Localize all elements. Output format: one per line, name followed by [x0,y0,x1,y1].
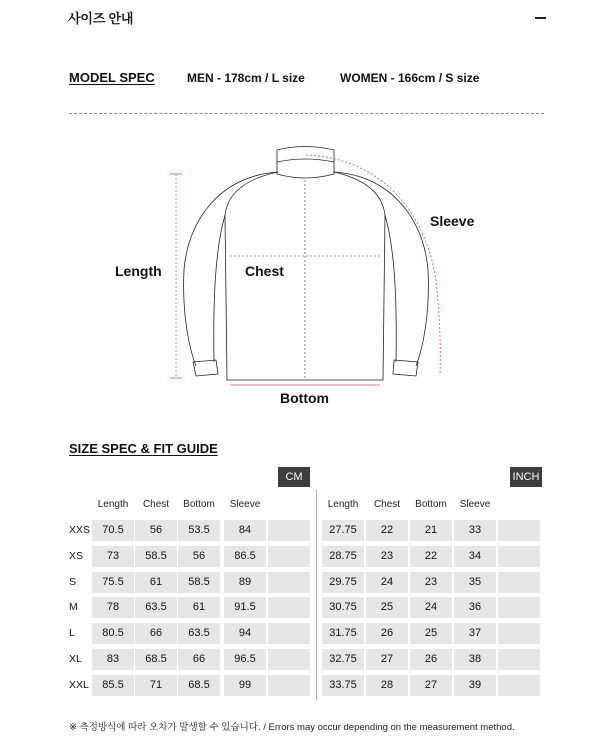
cm-cell: 73 [92,546,134,567]
inch-column-header: Length [327,499,359,510]
cm-cell: 70.5 [92,520,134,541]
cm-cell: 68.5 [178,675,220,696]
inch-cell: 39 [454,675,496,696]
size-label: XS [69,550,84,562]
inch-cell: 28.75 [322,546,364,567]
inch-cell [498,546,540,567]
size-label: L [69,627,75,639]
cm-cell: 84 [224,520,266,541]
inch-cell: 27 [366,649,408,670]
cm-column-header: Chest [142,499,170,510]
inch-cell: 31.75 [322,623,364,644]
inch-column-header: Chest [373,499,401,510]
model-spec-men: MEN - 178cm / L size [187,71,305,85]
cm-cell [268,520,310,541]
inch-cell: 23 [410,572,452,593]
cm-cell [268,546,310,567]
inch-cell: 33 [454,520,496,541]
inch-cell: 37 [454,623,496,644]
inch-cell: 28 [366,675,408,696]
inch-cell: 22 [366,520,408,541]
size-label: XL [69,653,82,665]
cm-column-header: Sleeve [229,499,261,510]
cm-cell [268,572,310,593]
cm-cell: 99 [224,675,266,696]
inch-cell: 24 [410,597,452,618]
inch-cell [498,572,540,593]
bottom-label: Bottom [280,390,329,406]
cm-cell: 80.5 [92,623,134,644]
cm-cell: 68.5 [135,649,177,670]
inch-cell [498,623,540,644]
inch-cell [498,675,540,696]
cm-cell: 61 [135,572,177,593]
cm-cell: 56 [135,520,177,541]
size-label: S [69,576,77,588]
inch-cell: 35 [454,572,496,593]
cm-cell [268,623,310,644]
inch-cell: 32.75 [322,649,364,670]
inch-cell: 26 [366,623,408,644]
inch-cell: 22 [410,546,452,567]
cm-column-header: Bottom [183,499,215,510]
cm-column-header: Length [97,499,129,510]
chest-label: Chest [245,263,284,279]
inch-cell: 30.75 [322,597,364,618]
inch-cell: 26 [410,649,452,670]
cm-cell: 63.5 [178,623,220,644]
cm-cell: 89 [224,572,266,593]
size-label: M [69,601,78,613]
inch-cell: 33.75 [322,675,364,696]
size-spec-title: SIZE SPEC & FIT GUIDE [69,441,218,456]
cm-cell: 58.5 [135,546,177,567]
cm-cell: 58.5 [178,572,220,593]
cm-cell: 85.5 [92,675,134,696]
inch-cell [498,597,540,618]
cm-cell: 61 [178,597,220,618]
cm-cell: 56 [178,546,220,567]
inch-badge: INCH [510,467,542,487]
cm-cell: 71 [135,675,177,696]
size-label: XXL [69,679,89,691]
cm-cell [268,675,310,696]
page-title: 사이즈 안내 [68,11,134,26]
model-spec-title: MODEL SPEC [69,70,155,85]
cm-cell: 63.5 [135,597,177,618]
inch-cell: 27 [410,675,452,696]
sleeve-label: Sleeve [430,213,475,229]
table-divider [316,490,317,700]
inch-cell: 36 [454,597,496,618]
measurement-note: ※ 측정방식에 따라 오차가 발생할 수 있습니다. / Errors may occur depending on the measurement method. [69,722,515,733]
inch-cell [498,520,540,541]
cm-cell: 75.5 [92,572,134,593]
inch-cell: 25 [410,623,452,644]
cm-cell: 94 [224,623,266,644]
cm-cell: 66 [178,649,220,670]
cm-cell: 91.5 [224,597,266,618]
cm-cell [268,597,310,618]
inch-cell: 34 [454,546,496,567]
inch-cell [498,649,540,670]
cm-cell: 53.5 [178,520,220,541]
cm-badge: CM [278,467,310,487]
cm-cell [268,649,310,670]
cm-cell: 83 [92,649,134,670]
length-label: Length [115,263,162,279]
cm-cell: 86.5 [224,546,266,567]
inch-column-header: Bottom [415,499,447,510]
cm-cell: 78 [92,597,134,618]
size-label: XXS [69,524,91,536]
inch-cell: 23 [366,546,408,567]
cm-cell: 96.5 [224,649,266,670]
inch-cell: 29.75 [322,572,364,593]
model-spec-women: WOMEN - 166cm / S size [340,71,480,85]
inch-cell: 24 [366,572,408,593]
inch-cell: 27.75 [322,520,364,541]
inch-cell: 38 [454,649,496,670]
cm-cell: 66 [135,623,177,644]
inch-column-header: Sleeve [459,499,491,510]
inch-cell: 21 [410,520,452,541]
inch-cell: 25 [366,597,408,618]
